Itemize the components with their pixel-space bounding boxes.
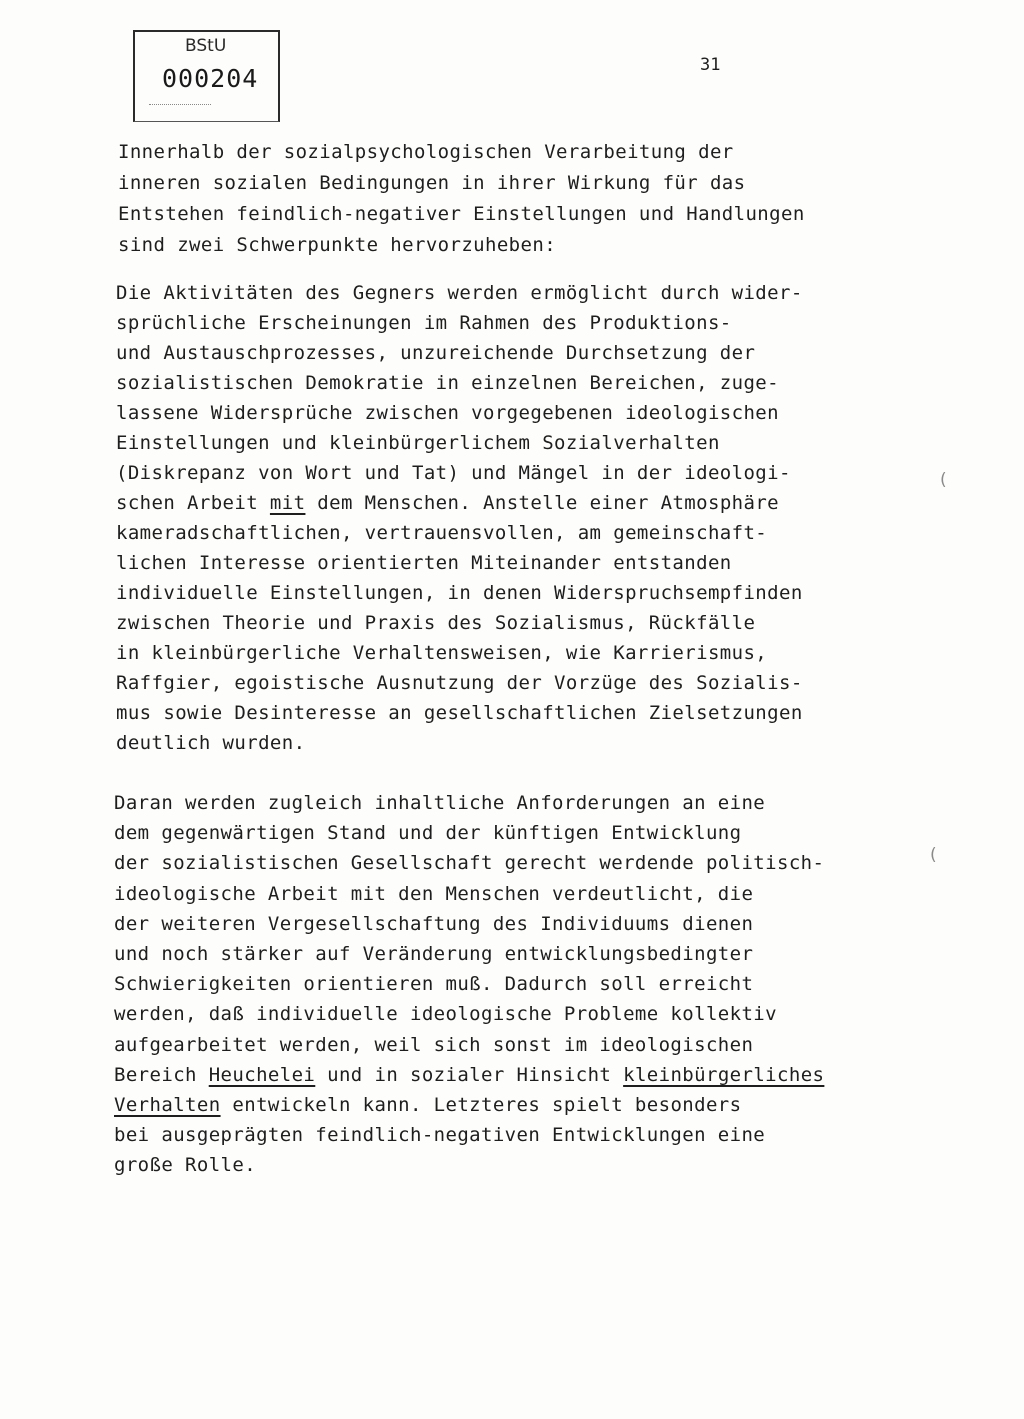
margin-mark: ( — [930, 845, 937, 865]
text-line: zwischen Theorie und Praxis des Sozialismus, Rückfälle — [116, 612, 756, 634]
text-line: Daran werden zugleich inhaltliche Anforderungen an eine — [114, 792, 766, 814]
text-line: Die Aktivitäten des Gegners werden ermöglicht durch wider- — [116, 282, 803, 304]
text-line: ideologische Arbeit mit den Menschen verdeutlicht, die — [114, 882, 754, 905]
text-line: Verhalten entwickeln kann. Letzteres spielt besonders — [114, 1094, 742, 1116]
text-line: deutlich wurden. — [116, 732, 306, 754]
text-line: (Diskrepanz von Wort und Tat) und Mängel in der ideologi- — [116, 462, 791, 484]
text-line: Schwierigkeiten orientieren muß. Dadurch soll erreicht — [114, 973, 754, 996]
text-line: Raffgier, egoistische Ausnutzung der Vorzüge des Sozialis- — [116, 672, 803, 694]
underlined-word: Verhalten — [114, 1094, 221, 1116]
text-line: werden, daß individuelle ideologische Probleme kollektiv — [114, 1003, 777, 1026]
text-line: Entstehen feindlich-negativer Einstellungen und Handlungen — [118, 203, 805, 225]
text-line: aufgearbeitet werden, weil sich sonst im ideologischen — [114, 1033, 754, 1056]
text-line: der sozialistischen Gesellschaft gerecht werdende politisch- — [114, 852, 825, 875]
text-line: schen Arbeit mit dem Menschen. Anstelle einer Atmosphäre — [116, 492, 780, 514]
text-line: individuelle Einstellungen, in denen Widerspruchsempfinden — [116, 582, 803, 604]
text-line: mus sowie Desinteresse an gesellschaftlichen Zielsetzungen — [116, 702, 803, 724]
margin-mark: ( — [940, 470, 947, 490]
text-line: kameradschaftlichen, vertrauensvollen, am gemeinschaft- — [116, 522, 768, 544]
page-number: 31 — [700, 55, 721, 75]
underlined-word: kleinbürgerliches — [623, 1063, 825, 1086]
text-line: bei ausgeprägten feindlich-negativen Entwicklungen eine — [114, 1124, 766, 1147]
text-line: Innerhalb der sozialpsychologischen Verarbeitung der — [118, 141, 734, 163]
text-line: dem gegenwärtigen Stand und der künftigen Entwicklung — [114, 822, 742, 845]
underlined-word: Heuchelei — [208, 1063, 316, 1086]
stamp-number: 000204 — [162, 64, 259, 93]
text-line: sprüchliche Erscheinungen im Rahmen des Produktions- — [116, 312, 732, 334]
stamp-code: BStU — [185, 36, 227, 56]
text-line: der weiteren Vergesellschaftung des Individuums dienen — [114, 912, 754, 935]
text-line: große Rolle. — [114, 1154, 257, 1177]
underlined-word: mit — [269, 492, 306, 514]
text-line: in kleinbürgerliche Verhaltensweisen, wie Karrierismus, — [116, 642, 768, 664]
text-line: sozialistischen Demokratie in einzelnen Bereichen, zuge- — [116, 372, 779, 394]
text-line: Einstellungen und kleinbürgerlichem Sozialverhalten — [116, 432, 720, 454]
text-line: und noch stärker auf Veränderung entwicklungsbedingter — [114, 943, 754, 965]
text-line: lassene Widersprüche zwischen vorgegebenen ideologischen — [116, 402, 779, 424]
text-line: inneren sozialen Bedingungen in ihrer Wirkung für das — [118, 172, 746, 194]
archive-stamp — [133, 30, 280, 122]
text-line: Bereich Heuchelei und in sozialer Hinsicht kleinbürgerliches — [114, 1063, 825, 1086]
text-line: lichen Interesse orientierten Miteinander entstanden — [116, 552, 732, 574]
text-line: sind zwei Schwerpunkte hervorzuheben: — [118, 234, 557, 256]
text-line: und Austauschprozesses, unzureichende Durchsetzung der — [116, 342, 756, 364]
stamp-signature-line — [149, 104, 211, 105]
